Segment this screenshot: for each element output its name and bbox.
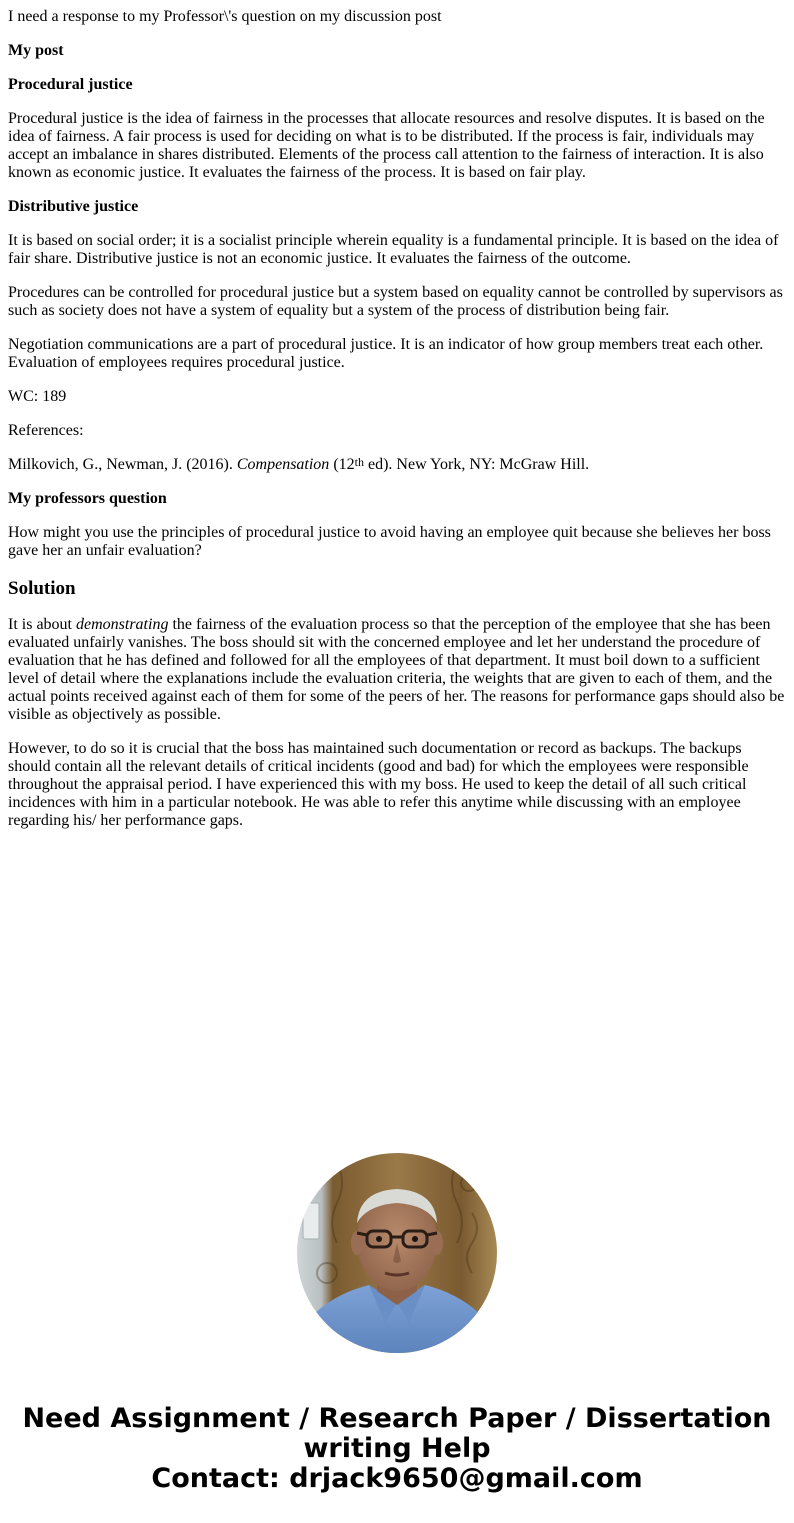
my-post-heading: My post [8,42,64,59]
distributive-justice-text: It is based on social order; it is a socialist principle wherein equality is a fundamental principle. It is based on the idea of fair share. Distributive justice is not an economic justice. It evaluates the fairness of the outcome. [8,232,779,267]
author-photo [297,1153,497,1353]
reference-citation [8,456,786,474]
procedural-justice-heading: Procedural justice [8,76,133,93]
reference-edition-suffix: th [354,455,364,469]
banner-contact-line: Contact: drjack9650@gmail.com [151,1463,643,1494]
intro-text: I need a response to my Professor\'s question on my discussion post [8,8,442,25]
contact-banner [0,1404,794,1494]
references-label: References: [8,422,84,439]
negotiation-paragraph: Negotiation communications are a part of procedural justice. It is an indicator of how group members treat each other. Evaluation of employees requires procedural justice. [8,336,764,371]
author-avatar [297,1153,497,1353]
reference-edition: (12 [329,456,355,473]
procedural-justice-text: Procedural justice is the idea of fairness in the processes that allocate resources and resolve disputes. It is based on the idea of fairness. A fair process is used for deciding on what is to be distributed. If the process is fair, individuals may accept an imbalance in shares distributed. Elements of the process call attention to the fairness of interaction. It is also known as economic justice. It evaluates the fairness of the process. It is based on fair play. [8,110,765,181]
article [8,8,786,846]
solution-paragraph-1 [8,616,786,724]
professor-question-heading: My professors question [8,490,167,507]
solution-heading: Solution [8,578,76,599]
solution-paragraph-2: However, to do so it is crucial that the boss has maintained such documentation or record as backups. The backups should contain all the relevant details of critical incidents (good and bad) for which the employees were responsible throughout the appraisal period. I have experienced this with my boss. He used to keep the detail of all such critical incidences with him in a particular notebook. He was able to refer this anytime while discussing with an employee regarding his/ her performance gaps. [8,740,749,829]
professor-question-text: How might you use the principles of procedural justice to avoid having an employee quit because she believes her boss gave her an unfair evaluation? [8,524,771,559]
solution-p1-emphasis: demonstrating [76,616,169,633]
reference-publisher: ed). New York, NY: McGraw Hill. [363,456,590,473]
procedures-paragraph: Procedures can be controlled for procedural justice but a system based on equality cannot be controlled by supervisors as such as society does not have a system of equality but a system of the process of distribution being fair. [8,284,783,319]
banner-line-1: Need Assignment / Research Paper / Dissertation [22,1403,772,1434]
banner-line-2: writing Help [303,1433,491,1464]
solution-p1-rest: the fairness of the evaluation process so that the perception of the employee that she has been evaluated unfairly vanishes. The boss should sit with the concerned employee and let her understand the procedure of evaluation that he has defined and followed for all the employees of that department. It must boil down to a sufficient level of detail where the explanations include the evaluation criteria, the weights that are given to each of them, and the actual points received against each of them for some of the peers of her. The reasons for performance gaps should also be visible as objectively as possible. [8,616,785,723]
reference-title: Compensation [236,456,330,473]
solution-p1-start: It is about [8,616,76,633]
distributive-justice-heading: Distributive justice [8,198,139,215]
reference-authors: Milkovich, G., Newman, J. (2016). [8,456,237,473]
word-count: WC: 189 [8,388,67,405]
